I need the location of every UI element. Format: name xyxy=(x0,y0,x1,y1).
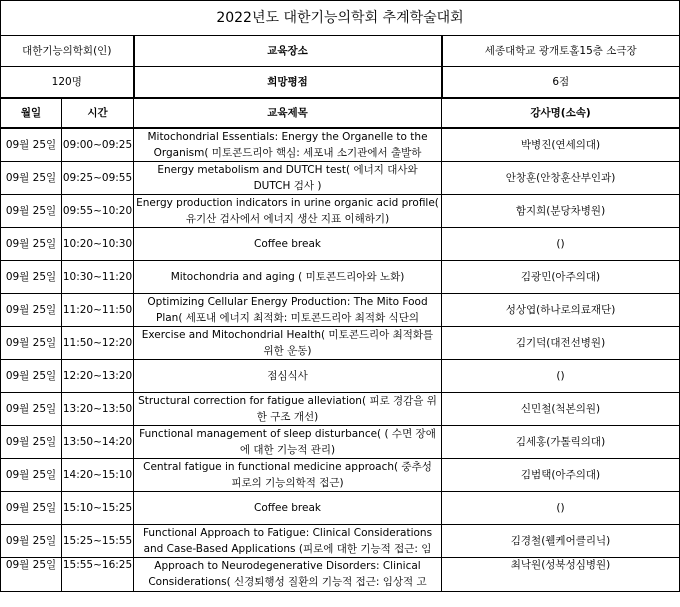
session-speaker: 김경철(웰케어클리닉) xyxy=(442,525,680,558)
session-topic-line: 한 구조 개선) xyxy=(256,411,319,423)
table-row xyxy=(1,459,680,492)
session-time: 09:00~09:25 xyxy=(62,128,134,162)
session-date: 09월 25일 xyxy=(1,525,62,558)
session-topic xyxy=(134,195,442,228)
session-time: 09:25~09:55 xyxy=(62,162,134,195)
session-topic xyxy=(134,393,442,426)
session-time: 11:50~12:20 xyxy=(62,327,134,360)
session-speaker: () xyxy=(442,228,680,261)
table-row xyxy=(1,228,680,261)
header-speaker: 강사명(소속) xyxy=(442,98,680,128)
session-date: 09월 25일 xyxy=(1,261,62,294)
session-time: 13:50~14:20 xyxy=(62,426,134,459)
session-topic-line: Plan( 세포내 에너지 최적화: 미토콘드리아 최적화 식단의 xyxy=(155,312,419,324)
session-speaker: 김범택(아주의대) xyxy=(442,459,680,492)
rating-label: 희망평점 xyxy=(134,67,442,99)
session-topic-line: Mitochondria and aging ( 미토콘드리아와 노화) xyxy=(170,271,405,283)
session-topic-line: and Case-Based Applications (피로에 대한 기능적 접근: 임 xyxy=(143,543,432,555)
session-speaker: 성상엽(하나로의료재단) xyxy=(442,294,680,327)
session-list xyxy=(1,128,680,592)
session-topic-line: 위한 운동) xyxy=(263,345,312,357)
session-speaker: 박병진(연세의대) xyxy=(442,128,680,162)
info-row-rating xyxy=(1,67,680,99)
session-topic-line: 에 대한 기능적 관리) xyxy=(239,444,336,456)
session-date: 09월 25일 xyxy=(1,360,62,393)
session-topic-line: Optimizing Cellular Energy Production: The Mito Food xyxy=(147,296,428,308)
info-row-venue xyxy=(1,36,680,67)
session-topic xyxy=(134,360,442,393)
table-row xyxy=(1,558,680,592)
header-topic: 교육제목 xyxy=(134,98,442,128)
session-speaker: () xyxy=(442,492,680,525)
session-topic-line: Functional Approach to Fatigue: Clinical Considerations xyxy=(142,527,433,539)
session-topic-line: Exercise and Mitochondrial Health( 미토콘드리아 최적화를 xyxy=(141,329,434,341)
session-date: 09월 25일 xyxy=(1,558,62,592)
session-topic-line: Considerations( 신경퇴행성 질환의 기능적 접근: 임상적 고 xyxy=(148,576,427,588)
table-row xyxy=(1,426,680,459)
session-time: 12:20~13:20 xyxy=(62,360,134,393)
table-row xyxy=(1,492,680,525)
session-date: 09월 25일 xyxy=(1,294,62,327)
session-time: 15:25~15:55 xyxy=(62,525,134,558)
session-topic-line: Organism( 미토콘드리아 핵심: 세포내 소기관에서 출발하 xyxy=(153,147,422,159)
session-topic xyxy=(134,492,442,525)
session-topic-line: 점심식사 xyxy=(267,370,308,382)
session-time: 11:20~11:50 xyxy=(62,294,134,327)
session-date: 09월 25일 xyxy=(1,426,62,459)
session-time: 10:20~10:30 xyxy=(62,228,134,261)
session-topic-line: Approach to Neurodegenerative Disorders: Clinical xyxy=(154,560,421,572)
session-topic-line: Structural correction for fatigue alleviation( 피로 경감을 위 xyxy=(138,395,437,407)
session-date: 09월 25일 xyxy=(1,228,62,261)
session-topic xyxy=(134,327,442,360)
session-time: 15:10~15:25 xyxy=(62,492,134,525)
session-topic-line: Central fatigue in functional medicine approach( 중추성 xyxy=(143,461,432,473)
table-row xyxy=(1,261,680,294)
session-topic-line: 유기산 검사에서 에너지 생산 지표 이해하기) xyxy=(185,213,390,225)
session-date: 09월 25일 xyxy=(1,128,62,162)
session-topic xyxy=(134,228,442,261)
session-date: 09월 25일 xyxy=(1,492,62,525)
session-topic xyxy=(134,459,442,492)
session-speaker: () xyxy=(442,360,680,393)
session-date: 09월 25일 xyxy=(1,327,62,360)
table-row xyxy=(1,128,680,162)
table-row xyxy=(1,294,680,327)
session-speaker: 최낙원(성북성심병원) xyxy=(442,558,680,592)
session-date: 09월 25일 xyxy=(1,393,62,426)
session-topic xyxy=(134,525,442,558)
session-topic xyxy=(134,558,442,592)
session-time: 14:20~15:10 xyxy=(62,459,134,492)
session-speaker: 김기덕(대전선병원) xyxy=(442,327,680,360)
session-speaker: 김광민(아주의대) xyxy=(442,261,680,294)
session-topic-line: Energy production indicators in urine organic acid profile( xyxy=(136,197,439,209)
session-topic-line: Mitochondrial Essentials: Energy the Organelle to the xyxy=(147,131,428,143)
count-cell: 120명 xyxy=(1,67,134,99)
session-date: 09월 25일 xyxy=(1,162,62,195)
session-topic-line: Energy metabolism and DUTCH test( 에너지 대사와 xyxy=(157,164,418,176)
table-row xyxy=(1,393,680,426)
table-row xyxy=(1,525,680,558)
header-month: 월일 xyxy=(1,98,62,128)
session-topic xyxy=(134,261,442,294)
venue-value: 세종대학교 광개토홀15층 소극장 xyxy=(442,36,680,67)
rating-value: 6점 xyxy=(442,67,680,99)
session-time: 13:20~13:50 xyxy=(62,393,134,426)
venue-label: 교육장소 xyxy=(134,36,442,67)
session-topic-line: Functional management of sleep disturbance( ( 수면 장애 xyxy=(139,428,436,440)
session-speaker: 신민철(척본의원) xyxy=(442,393,680,426)
session-time: 15:55~16:25 xyxy=(62,558,134,592)
session-date: 09월 25일 xyxy=(1,459,62,492)
table-row xyxy=(1,195,680,228)
session-date: 09월 25일 xyxy=(1,195,62,228)
session-time: 10:30~11:20 xyxy=(62,261,134,294)
header-time: 시간 xyxy=(62,98,134,128)
session-topic-line: Coffee break xyxy=(254,502,321,514)
column-header-row xyxy=(1,98,680,128)
session-topic-line: 피로의 기능의학적 접근) xyxy=(231,477,344,489)
session-topic-line: DUTCH 검사 ) xyxy=(253,180,322,192)
session-topic-line: Coffee break xyxy=(254,238,321,250)
session-speaker: 김세홍(가톨릭의대) xyxy=(442,426,680,459)
session-topic xyxy=(134,128,442,162)
host-cell: 대한기능의학회(인) xyxy=(1,36,134,67)
session-time: 09:55~10:20 xyxy=(62,195,134,228)
table-row xyxy=(1,162,680,195)
session-speaker: 함지희(분당차병원) xyxy=(442,195,680,228)
session-topic xyxy=(134,294,442,327)
session-topic xyxy=(134,162,442,195)
table-row xyxy=(1,360,680,393)
page-title: 2022년도 대한기능의학회 추계학술대회 xyxy=(1,1,680,36)
session-topic xyxy=(134,426,442,459)
table-row xyxy=(1,327,680,360)
session-speaker: 안창훈(안창훈산부인과) xyxy=(442,162,680,195)
